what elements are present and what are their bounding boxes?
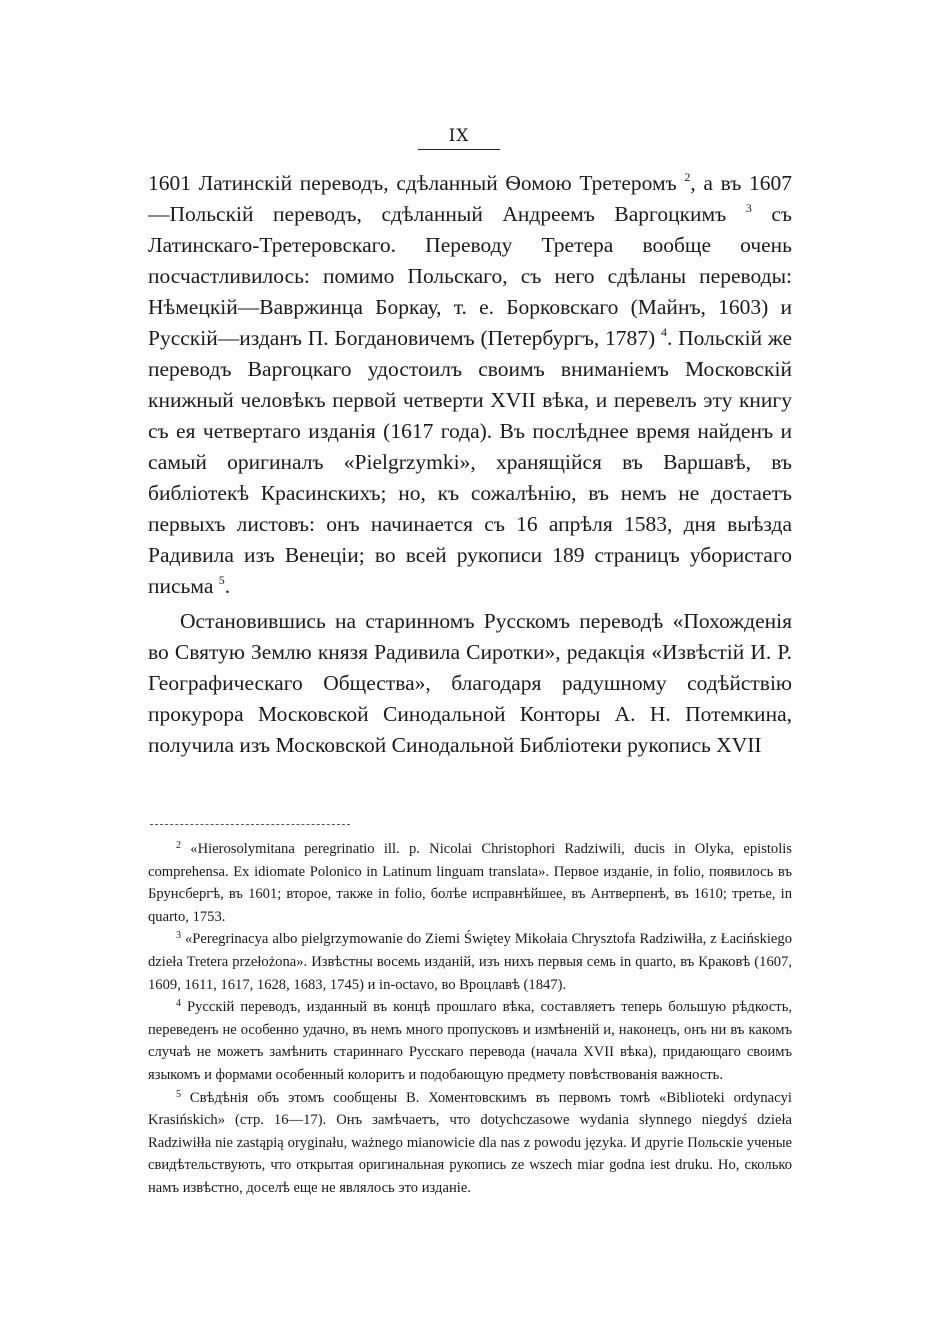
paragraph-1: 1601 Латинскій переводъ, сдѣланный Ѳомою Третеромъ $^2$, а въ 1607—Польскій переводъ, сдѣланный Андреемъ Варгоцкимъ $^3$ съ Латинскаго-Третеровскаго. Переводу Третера вообще очень посчастливилось: помимо Польскаго, съ него сдѣланы переводы: Нѣмецкій—Вавржинца Боркау, т. е. Борковскаго (Майнъ, 1603) и Русскій—изданъ П. Богдановичемъ (Петербургъ, 1787) $^4$. Польскій же переводъ Варгоцкаго удостоилъ своимъ вниманіемъ Московскій книжный человѣкъ первой четверти XVII вѣка, и перевелъ эту книгу съ ея четвертаго изданія (1617 года). Въ послѣднее время найденъ и самый оригиналъ «Pielgrzymki», хранящійся въ Варшавѣ, въ библіотекѣ Красинскихъ; но, къ сожалѣнію, въ немъ не достаетъ первыхъ листовъ: онъ начинается съ 16 апрѣля 1583, дня выѣзда Радивила изъ Венеціи; во всей рукописи 189 страницъ убористаго письма $^5$. bbox=[148, 170, 792, 598]
footnote-mark: 5 bbox=[176, 1088, 181, 1100]
footnote-5: $^5$ Свѣдѣнія объ этомъ сообщены В. Хоментовскимъ въ первомъ томѣ «Biblioteki ordynacyi Krasińskich» (стр. 16—17). Онъ замѣчаетъ, что dotychczasowe wydania słynnego niegdyś dzieła Radziwiłła nie zastąpią oryginału, ważnego mianowicie dla nas z powodu języka. И другіе Польскіе ученые свидѣтельствують, что открытая оригинальная рукопись ze wszech miar godna iest druku. Но, сколько намъ извѣстно, доселѣ еще не являлось это изданіе. bbox=[148, 1088, 792, 1196]
header-rule bbox=[418, 149, 500, 150]
footnote-mark: 2 bbox=[176, 840, 181, 851]
footnote-3: $^3$ «Peregrinacya albo pielgrzymowanie do Ziemi Świętey Mikołaia Chrysztofa Radziwiłła, z Łacińskiego dzieła Tretera przełożona». Извѣстны восемь изданій, изъ нихъ первыя семь in quarto, въ Краковѣ (1607, 1609, 1611, 1617, 1628, 1683, 1745) и in-octavo, во Вроцлавѣ (1847). bbox=[148, 930, 792, 993]
paragraph-2: Остановившись на старинномъ Русскомъ переводѣ «Похожденія во Святую Землю князя Радивила Сиротки», редакція «Извѣстій И. Р. Географическаго Общества», благодаря радушному содѣйствію прокурора Московской Синодальной Конторы А. Н. Потемкина, получила изъ Московской Синодальной Библіотеки рукопись XVII bbox=[148, 609, 792, 757]
footnote-ref-3: 3 bbox=[745, 201, 752, 215]
footnote-ref-2: 2 bbox=[684, 170, 691, 184]
footnote-2: $^2$ «Hierosolymitana peregrinatio ill. p. Nicolai Christophori Radziwili, ducis in Olyka, epistolis comprehensa. Ex idiomate Polonico in Latinum linguam translata». Первое изданіе, in folio, появилось въ Брунсбергѣ, въ 1601; второе, также in folio, болѣе исправнѣйшее, въ Антверпенѣ, въ 1610; третье, in quarto, 1753. bbox=[148, 840, 792, 925]
footnote-4: $^4$ Русскій переводъ, изданный въ концѣ прошлаго вѣка, составляетъ теперь большую рѣдкость, переведенъ не особенно удачно, въ немъ много пропусковъ и измѣненій и, наконецъ, онъ ни въ какомъ случаѣ не можетъ замѣнить стариннаго Русскаго перевода (начала XVII вѣка), придающаго своимъ языкомъ и формами особенный колоритъ и подобающую предмету повѣствованія важность. bbox=[148, 998, 792, 1083]
footnote-mark: 3 bbox=[176, 930, 181, 942]
footnote-mark: 4 bbox=[176, 998, 181, 1010]
footnote-ref-4: 4 bbox=[660, 325, 667, 339]
footnote-separator bbox=[150, 824, 350, 825]
page-number: IX bbox=[448, 126, 470, 146]
footnotes bbox=[148, 838, 792, 1200]
footnote-ref-5: 5 bbox=[218, 573, 225, 587]
main-text bbox=[148, 168, 792, 761]
